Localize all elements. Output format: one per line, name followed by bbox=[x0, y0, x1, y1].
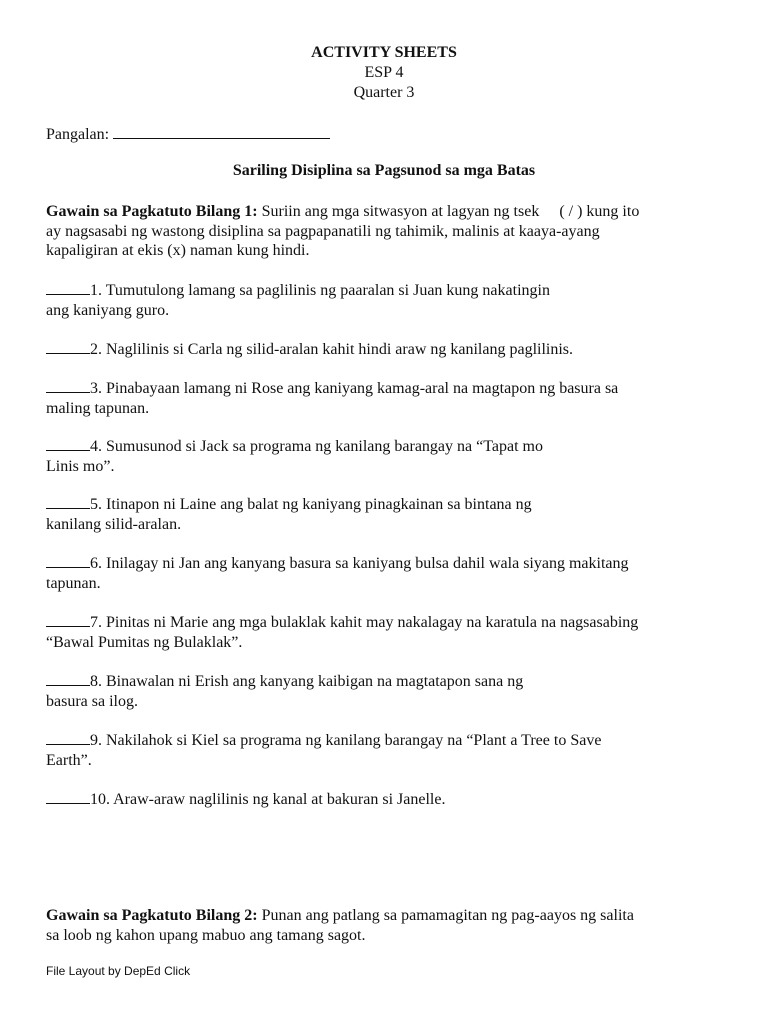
footer-credit: File Layout by DepEd Click bbox=[46, 964, 191, 978]
item-text-cont: ang kaniyang guro. bbox=[46, 301, 170, 319]
item-text-cont: maling tapunan. bbox=[46, 399, 150, 417]
item-text: 9. Nakilahok si Kiel sa programa ng kanilang barangay na “Plant a Tree to Save bbox=[90, 732, 602, 749]
item-text: 8. Binawalan ni Erish ang kanyang kaibigan na magtatapon sana ng bbox=[90, 673, 524, 690]
name-label: Pangalan: bbox=[46, 126, 110, 143]
item-text-cont: tapunan. bbox=[46, 574, 101, 592]
item-text: 5. Itinapon ni Laine ang balat ng kaniyang pinagkainan sa bintana ng bbox=[90, 496, 532, 513]
activity1-label: Gawain sa Pagkatuto Bilang 1: bbox=[46, 203, 258, 220]
answer-blank[interactable] bbox=[46, 436, 90, 451]
item-text: 10. Araw-araw naglilinis ng kanal at bakuran si Janelle. bbox=[90, 791, 446, 808]
activity2-line2: sa loob ng kahon upang mabuo ang tamang sagot. bbox=[46, 926, 366, 944]
answer-blank[interactable] bbox=[46, 789, 90, 804]
item-text: 4. Sumusunod si Jack sa programa ng kanilang barangay na “Tapat mo bbox=[90, 438, 543, 455]
document-title: ACTIVITY SHEETS bbox=[311, 44, 457, 61]
list-item bbox=[46, 730, 726, 770]
name-row bbox=[46, 124, 330, 144]
activity2-label: Gawain sa Pagkatuto Bilang 2: bbox=[46, 907, 258, 924]
activity2-line1: Punan ang patlang sa pamamagitan ng pag-aayos ng salita bbox=[261, 907, 634, 924]
item-text-cont: kanilang silid-aralan. bbox=[46, 515, 182, 533]
list-item bbox=[46, 789, 726, 810]
list-item bbox=[46, 612, 726, 652]
answer-blank[interactable] bbox=[46, 671, 90, 686]
item-text: 2. Naglilinis si Carla ng silid-aralan kahit hindi araw ng kanilang paglilinis. bbox=[90, 341, 574, 358]
item-text: 6. Inilagay ni Jan ang kanyang basura sa kaniyang bulsa dahil wala siyang makitang bbox=[90, 555, 629, 572]
activity1-line2: ay nagsasabi ng wastong disiplina sa pagpapanatili ng tahimik, malinis at kaaya-ayang bbox=[46, 222, 600, 240]
activity2-instructions bbox=[46, 906, 726, 945]
activity1-line3: kapaligiran at ekis (x) naman kung hindi. bbox=[46, 242, 310, 259]
quarter-label: Quarter 3 bbox=[353, 84, 415, 101]
item-text-cont: basura sa ilog. bbox=[46, 692, 138, 710]
answer-blank[interactable] bbox=[46, 553, 90, 568]
topic-heading: Sariling Disiplina sa Pagsunod sa mga Batas bbox=[232, 162, 536, 179]
item-text-cont: “Bawal Pumitas ng Bulaklak”. bbox=[46, 633, 243, 651]
item-text: 7. Pinitas ni Marie ang mga bulaklak kahit may nakalagay na karatula na nagsasabing bbox=[90, 614, 639, 631]
item-text: 3. Pinabayaan lamang ni Rose ang kaniyang kamag-aral na magtapon ng basura sa bbox=[90, 380, 619, 397]
subject-label: ESP 4 bbox=[364, 64, 404, 81]
list-item bbox=[46, 671, 726, 711]
answer-blank[interactable] bbox=[46, 378, 90, 393]
item-text-cont: Linis mo”. bbox=[46, 457, 115, 475]
answer-blank[interactable] bbox=[46, 494, 90, 509]
activity1-line1: Suriin ang mga sitwasyon at lagyan ng tsek ( / ) kung ito bbox=[261, 203, 640, 220]
item-text-cont: Earth”. bbox=[46, 751, 92, 769]
list-item bbox=[46, 280, 726, 320]
list-item bbox=[46, 339, 726, 360]
list-item bbox=[46, 436, 726, 476]
answer-blank[interactable] bbox=[46, 612, 90, 627]
name-blank-line[interactable] bbox=[113, 124, 330, 139]
answer-blank[interactable] bbox=[46, 730, 90, 745]
list-item bbox=[46, 378, 726, 418]
list-item bbox=[46, 553, 726, 593]
answer-blank[interactable] bbox=[46, 280, 90, 295]
list-item bbox=[46, 494, 726, 534]
activity1-instructions bbox=[46, 202, 726, 261]
item-text: 1. Tumutulong lamang sa paglilinis ng paaralan si Juan kung nakatingin bbox=[90, 282, 550, 299]
answer-blank[interactable] bbox=[46, 339, 90, 354]
